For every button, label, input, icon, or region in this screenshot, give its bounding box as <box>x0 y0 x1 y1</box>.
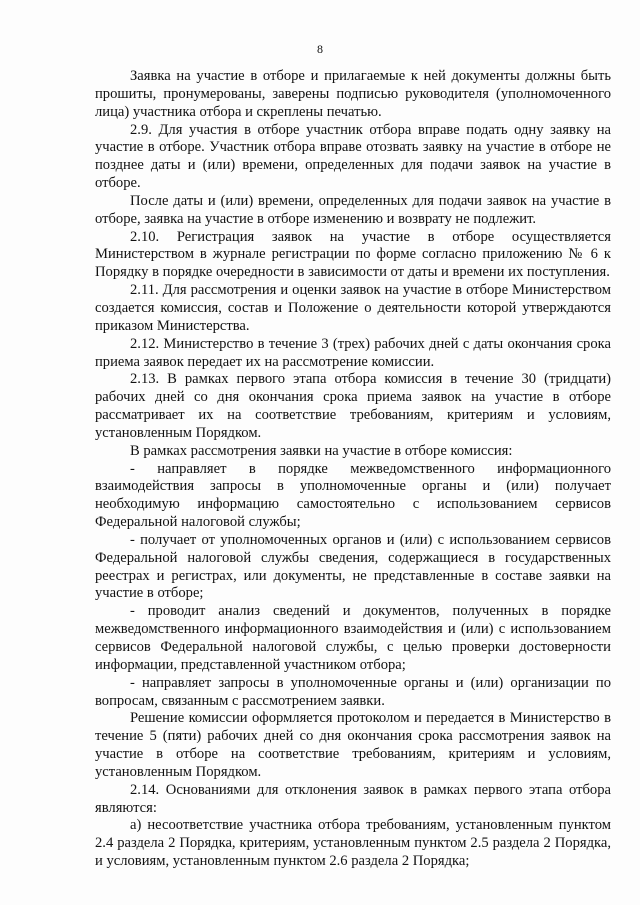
paragraph-decision: Решение комиссии оформляется протоколом и передается в Министерство в течение 5 (пяти) рабочих дней со дня окончания срока рассмотрения заявок на участие в отборе на соответствие требованиям, критериям и условиям, установленным Порядком. <box>95 710 611 780</box>
list-item-analysis: - проводит анализ сведений и документов, полученных в порядке межведомственного информационного взаимодействия и (или) с использованием сервисов Федеральной налоговой службы, с целью проверки достоверности информации, представленной участником отбора; <box>95 603 611 673</box>
paragraph-2-10: 2.10. Регистрация заявок на участие в отборе осуществляется Министерством в журнале регистрации по форме согласно приложению № 6 к Порядку в порядке очередности в зависимости от даты и времени их поступления. <box>95 228 611 281</box>
page-number: 8 <box>317 42 323 56</box>
paragraph-2-14: 2.14. Основаниями для отклонения заявок в рамках первого этапа отбора являются: <box>95 781 611 816</box>
list-item-requests: - направляет в порядке межведомственного информационного взаимодействия запросы в уполномоченные органы и (или) получает необходимую информацию самостоятельно с использованием сервисов Федеральной налоговой службы; <box>95 460 611 531</box>
list-item-receives: - получает от уполномоченных органов и (или) с использованием сервисов Федеральной налоговой службы сведения, содержащиеся в государственных реестрах и регистрах, или документы, не представленные в составе заявки на участие в отборе; <box>95 531 611 602</box>
paragraph-application-binding: Заявка на участие в отборе и прилагаемые к ней документы должны быть прошиты, пронумерованы, заверены подписью руководителя (уполномоченного лица) участника отбора и скреплены печатью. <box>95 68 611 120</box>
paragraph-after-deadline: После даты и (или) времени, определенных для подачи заявок на участие в отборе, заявка на участие в отборе изменению и возврату не подлежит. <box>95 192 611 227</box>
document-body <box>95 68 611 871</box>
paragraph-commission-intro: В рамках рассмотрения заявки на участие в отборе комиссия: <box>130 442 513 459</box>
list-item-queries: - направляет запросы в уполномоченные органы и (или) организации по вопросам, связанным с рассмотрением заявки. <box>95 674 611 709</box>
paragraph-2-11: 2.11. Для рассмотрения и оценки заявок на участие в отборе Министерством создается комиссия, состав и Положение о деятельности которой утверждаются приказом Министерства. <box>95 282 611 334</box>
paragraph-2-13: 2.13. В рамках первого этапа отбора комиссия в течение 30 (тридцати) рабочих дней со дня окончания срока приема заявок на участие в отборе рассматривает их на соответствие требованиям, критериям и условиям, установленным Порядком. <box>95 371 611 441</box>
list-item-a: а) несоответствие участника отбора требованиям, установленным пунктом 2.4 раздела 2 Порядка, критериям, установленным пунктом 2.5 раздела 2 Порядка, и условиям, установленным пунктом 2.6 раздела 2 Порядка; <box>95 817 611 870</box>
paragraph-2-9: 2.9. Для участия в отборе участник отбора вправе подать одну заявку на участие в отборе. Участник отбора вправе отозвать заявку на участие в отборе не позднее даты и (или) времени, определенных для подачи заявок на участие в отборе. <box>95 121 611 192</box>
paragraph-2-12: 2.12. Министерство в течение 3 (трех) рабочих дней с даты окончания срока приема заявок передает их на рассмотрение комиссии. <box>95 335 611 370</box>
